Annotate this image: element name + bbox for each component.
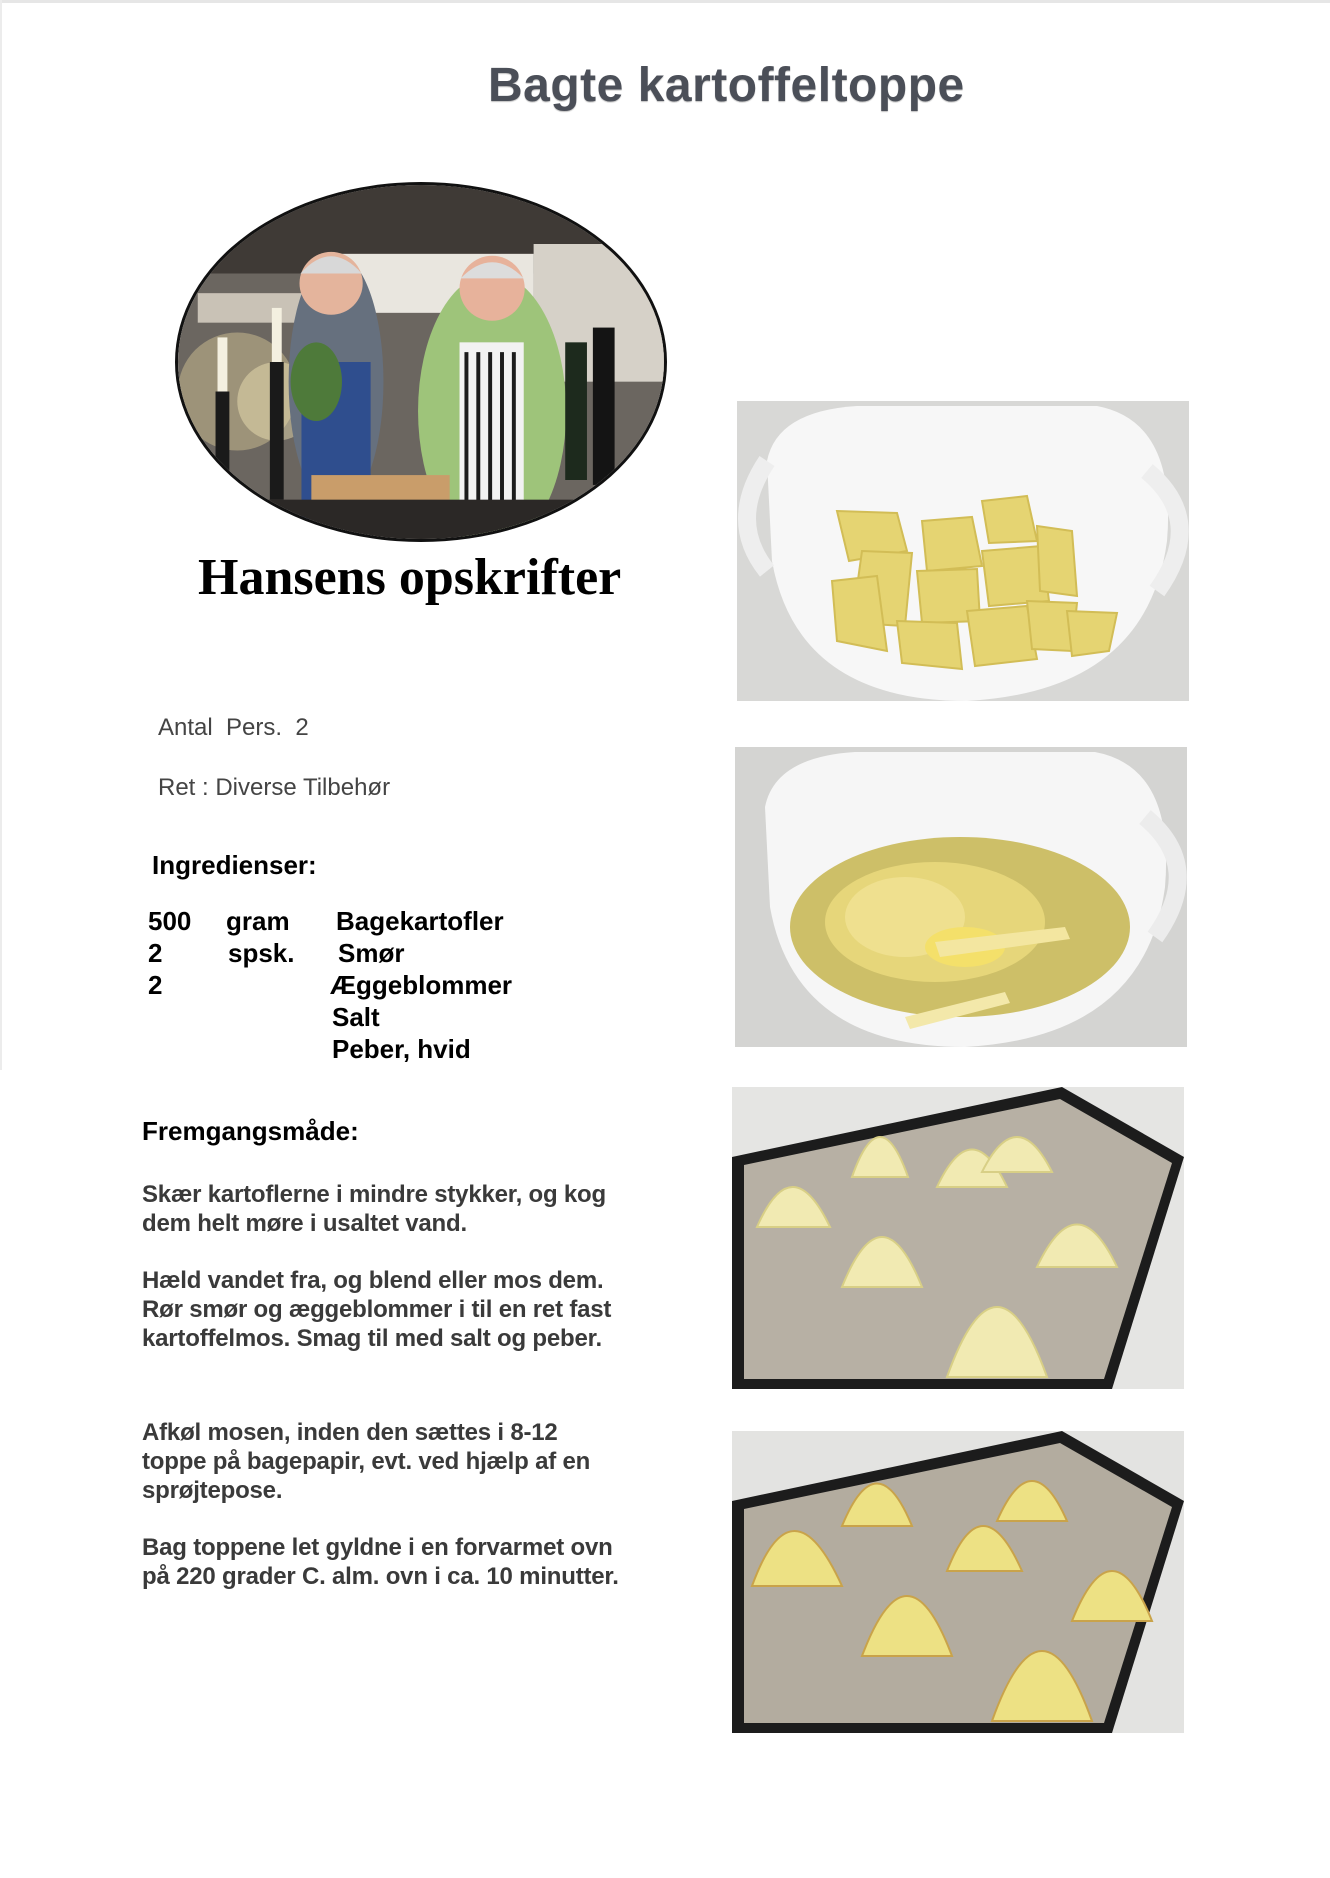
brand-name: Hansens opskrifter bbox=[198, 549, 622, 606]
ingredient-unit: spsk. bbox=[228, 938, 295, 968]
recipe-title: Bagte kartoffeltoppe bbox=[488, 59, 965, 112]
method-step: Hæld vandet fra, og blend eller mos dem. Rør smør og æggeblommer i til en ret fast kartoffelmos. Smag til med salt og peber. bbox=[142, 1267, 612, 1352]
photo-piped-toppe bbox=[732, 1087, 1184, 1389]
method-step: Bag toppene let gyldne i en forvarmet ovn på 220 grader C. alm. ovn i ca. 10 minutter. bbox=[142, 1534, 619, 1590]
ingredient-qty: 500 bbox=[148, 906, 192, 936]
ingredient-name: Æggeblommer bbox=[330, 970, 513, 1000]
course-type: Ret : Diverse Tilbehør bbox=[158, 774, 391, 801]
method-step: Skær kartoflerne i mindre stykker, og kog dem helt møre i usaltet vand. bbox=[142, 1181, 606, 1237]
ingredient-name: Smør bbox=[338, 938, 405, 968]
ingredient-name: Salt bbox=[332, 1002, 380, 1032]
servings: Antal Pers. 2 bbox=[158, 714, 309, 741]
page-left-border bbox=[0, 0, 2, 1070]
ingredient-unit: gram bbox=[226, 906, 290, 936]
photo-boiled-potatoes bbox=[737, 401, 1189, 701]
photo-mashed-potatoes bbox=[735, 747, 1187, 1047]
ingredient-qty: 2 bbox=[148, 970, 163, 1000]
ingredient-qty: 2 bbox=[148, 938, 163, 968]
chefs-photo bbox=[175, 182, 667, 542]
ingredient-name: Bagekartofler bbox=[336, 906, 504, 936]
method-step: Afkøl mosen, inden den sættes i 8-12 toppe på bagepapir, evt. ved hjælp af en sprøjtepose. bbox=[142, 1419, 591, 1504]
ingredient-name: Peber, hvid bbox=[332, 1034, 471, 1064]
photo-baked-toppe bbox=[732, 1431, 1184, 1733]
ingredients-heading: Ingredienser: bbox=[152, 850, 317, 880]
method-heading: Fremgangsmåde: bbox=[142, 1116, 359, 1146]
page-top-border bbox=[0, 0, 1330, 3]
